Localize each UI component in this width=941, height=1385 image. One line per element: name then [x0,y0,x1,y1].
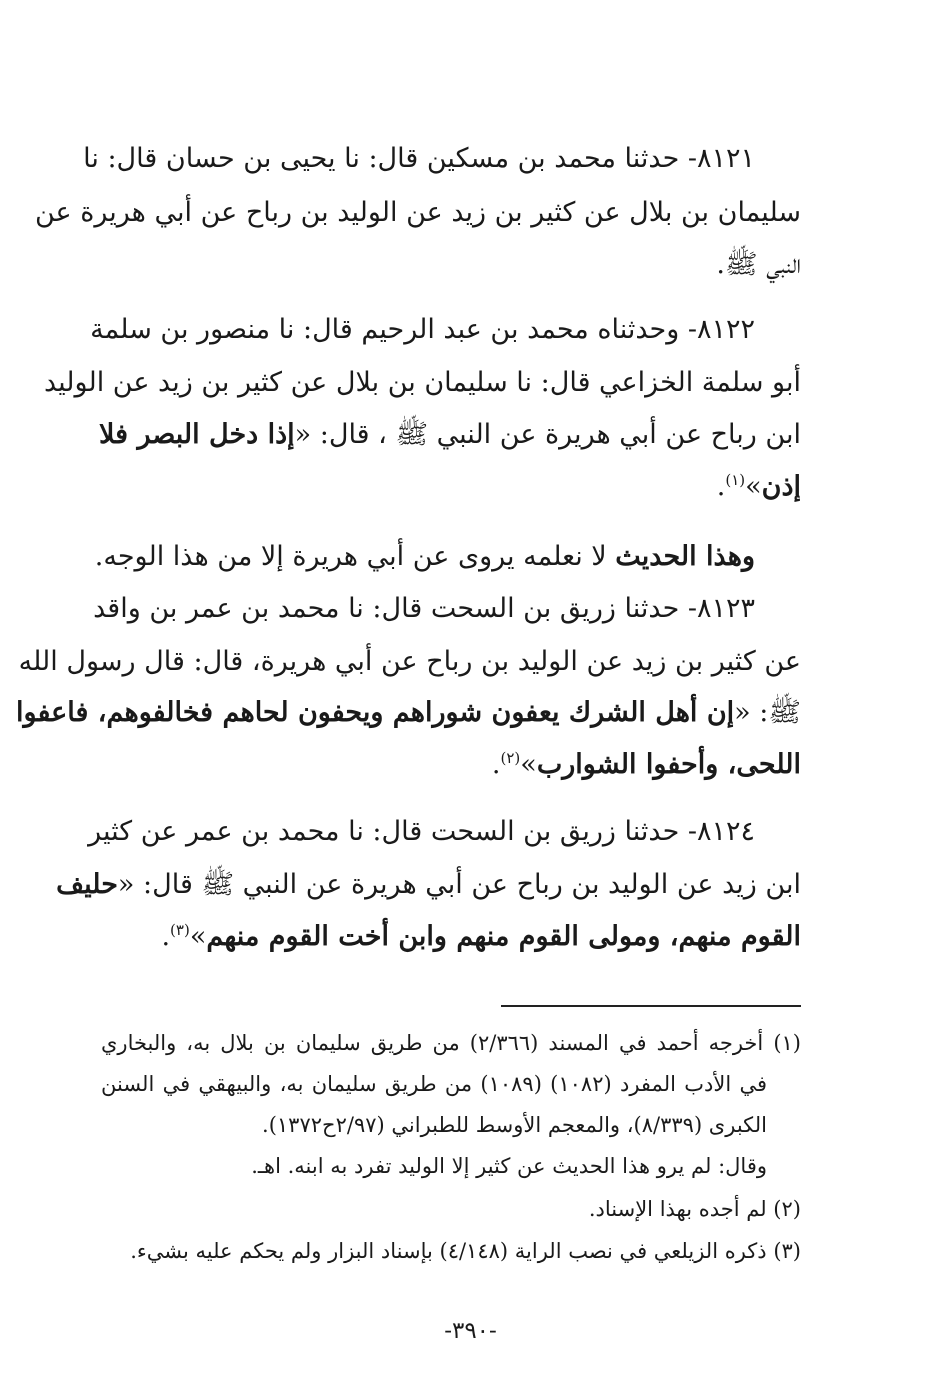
text-line [101,748,801,782]
text-line: ٨١٢٤- حدثنا زريق بن السحت قال: نا محمد بن عمر عن كثير [88,816,755,847]
period: . [716,471,726,502]
text-line: سليمان بن بلال عن كثير بن زيد عن الوليد بن رباح عن أبي هريرة عن [34,197,801,228]
commentary-line [94,540,801,574]
quote-close: » [520,749,537,780]
footnote-ref: (١) [725,471,746,489]
footnote-line: وقال: لم يرو هذا الحديث عن كثير إلا الوليد تفرد به ابنه. اهـ. [251,1154,767,1178]
quote-close: » [189,921,207,952]
text-line [101,470,801,504]
text-line [101,920,801,954]
quoted-hadith-text: حليف [56,869,118,900]
quoted-hadith-text: القوم منهم، ومولى القوم منهم وابن أخت القوم منهم [206,921,801,952]
text-line: ٨١٢٢- وحدثناه محمد بن عبد الرحيم قال: نا منصور بن سلمة [90,314,755,345]
text-run: ابن رباح عن أبي هريرة عن النبي ﷺ ، قال: « [294,419,801,450]
text-line: ٨١٢١- حدثنا محمد بن مسكين قال: نا يحيى بن حسان قال: نا [83,143,755,174]
quoted-hadith-text: إن أهل الشرك يعفون شوراهم ويحفون لحاهم فخالفوهم، فاعفوا [16,697,735,728]
text-line [101,418,801,452]
footnote-ref: (٢) [500,749,521,767]
text-line [16,696,801,730]
footnote-ref: (٣) [170,921,190,939]
quoted-hadith-text: إذن [761,471,801,502]
text-run: ﷺ: « [734,697,801,728]
text-run: ابن زيد عن الوليد بن رباح عن أبي هريرة عن النبي ﷺ قال: « [117,869,801,900]
footnote-line: (١) أخرجه أحمد في المسند (٢/٣٦٦) من طريق سليمان بن بلال به، والبخاري [101,1031,801,1055]
text-line: النبي ﷺ. [716,249,801,280]
text-line [56,868,801,902]
quoted-hadith-text: إذا دخل البصر فلا [99,419,295,450]
text-line: عن كثير بن زيد عن الوليد بن رباح عن أبي هريرة، قال: قال رسول الله [18,646,801,677]
period: . [161,921,171,952]
footnote-line: في الأدب المفرد (١٠٨٢) (١٠٨٩) من طريق سليمان به، والبيهقي في السنن [101,1072,767,1096]
text-line: ٨١٢٣- حدثنا زريق بن السحت قال: نا محمد بن عمر بن واقد [93,593,755,624]
text-line: أبو سلمة الخزاعي قال: نا سليمان بن بلال عن كثير بن زيد عن الوليد [43,367,801,398]
commentary-lead: وهذا الحديث [615,541,755,572]
footnote-separator [501,1005,801,1007]
footnote-line: الكبرى (٨/٣٣٩)، والمعجم الأوسط للطبراني (٢/٩٧ح١٣٧٢). [262,1113,767,1137]
quote-close: » [745,471,762,502]
quoted-hadith-text: اللحى، وأحفوا الشوارب [536,749,801,780]
footnote-line: (٢) لم أجده بهذا الإسناد. [588,1197,801,1221]
period: . [491,749,501,780]
page-number: -٣٩٠- [444,1318,497,1344]
footnote-line: (٣) ذكره الزيلعي في نصب الراية (٤/١٤٨) بإسناد البزار ولم يحكم عليه بشيء. [130,1239,801,1263]
text-run: لا نعلمه يروى عن أبي هريرة إلا من هذا الوجه. [94,541,616,572]
